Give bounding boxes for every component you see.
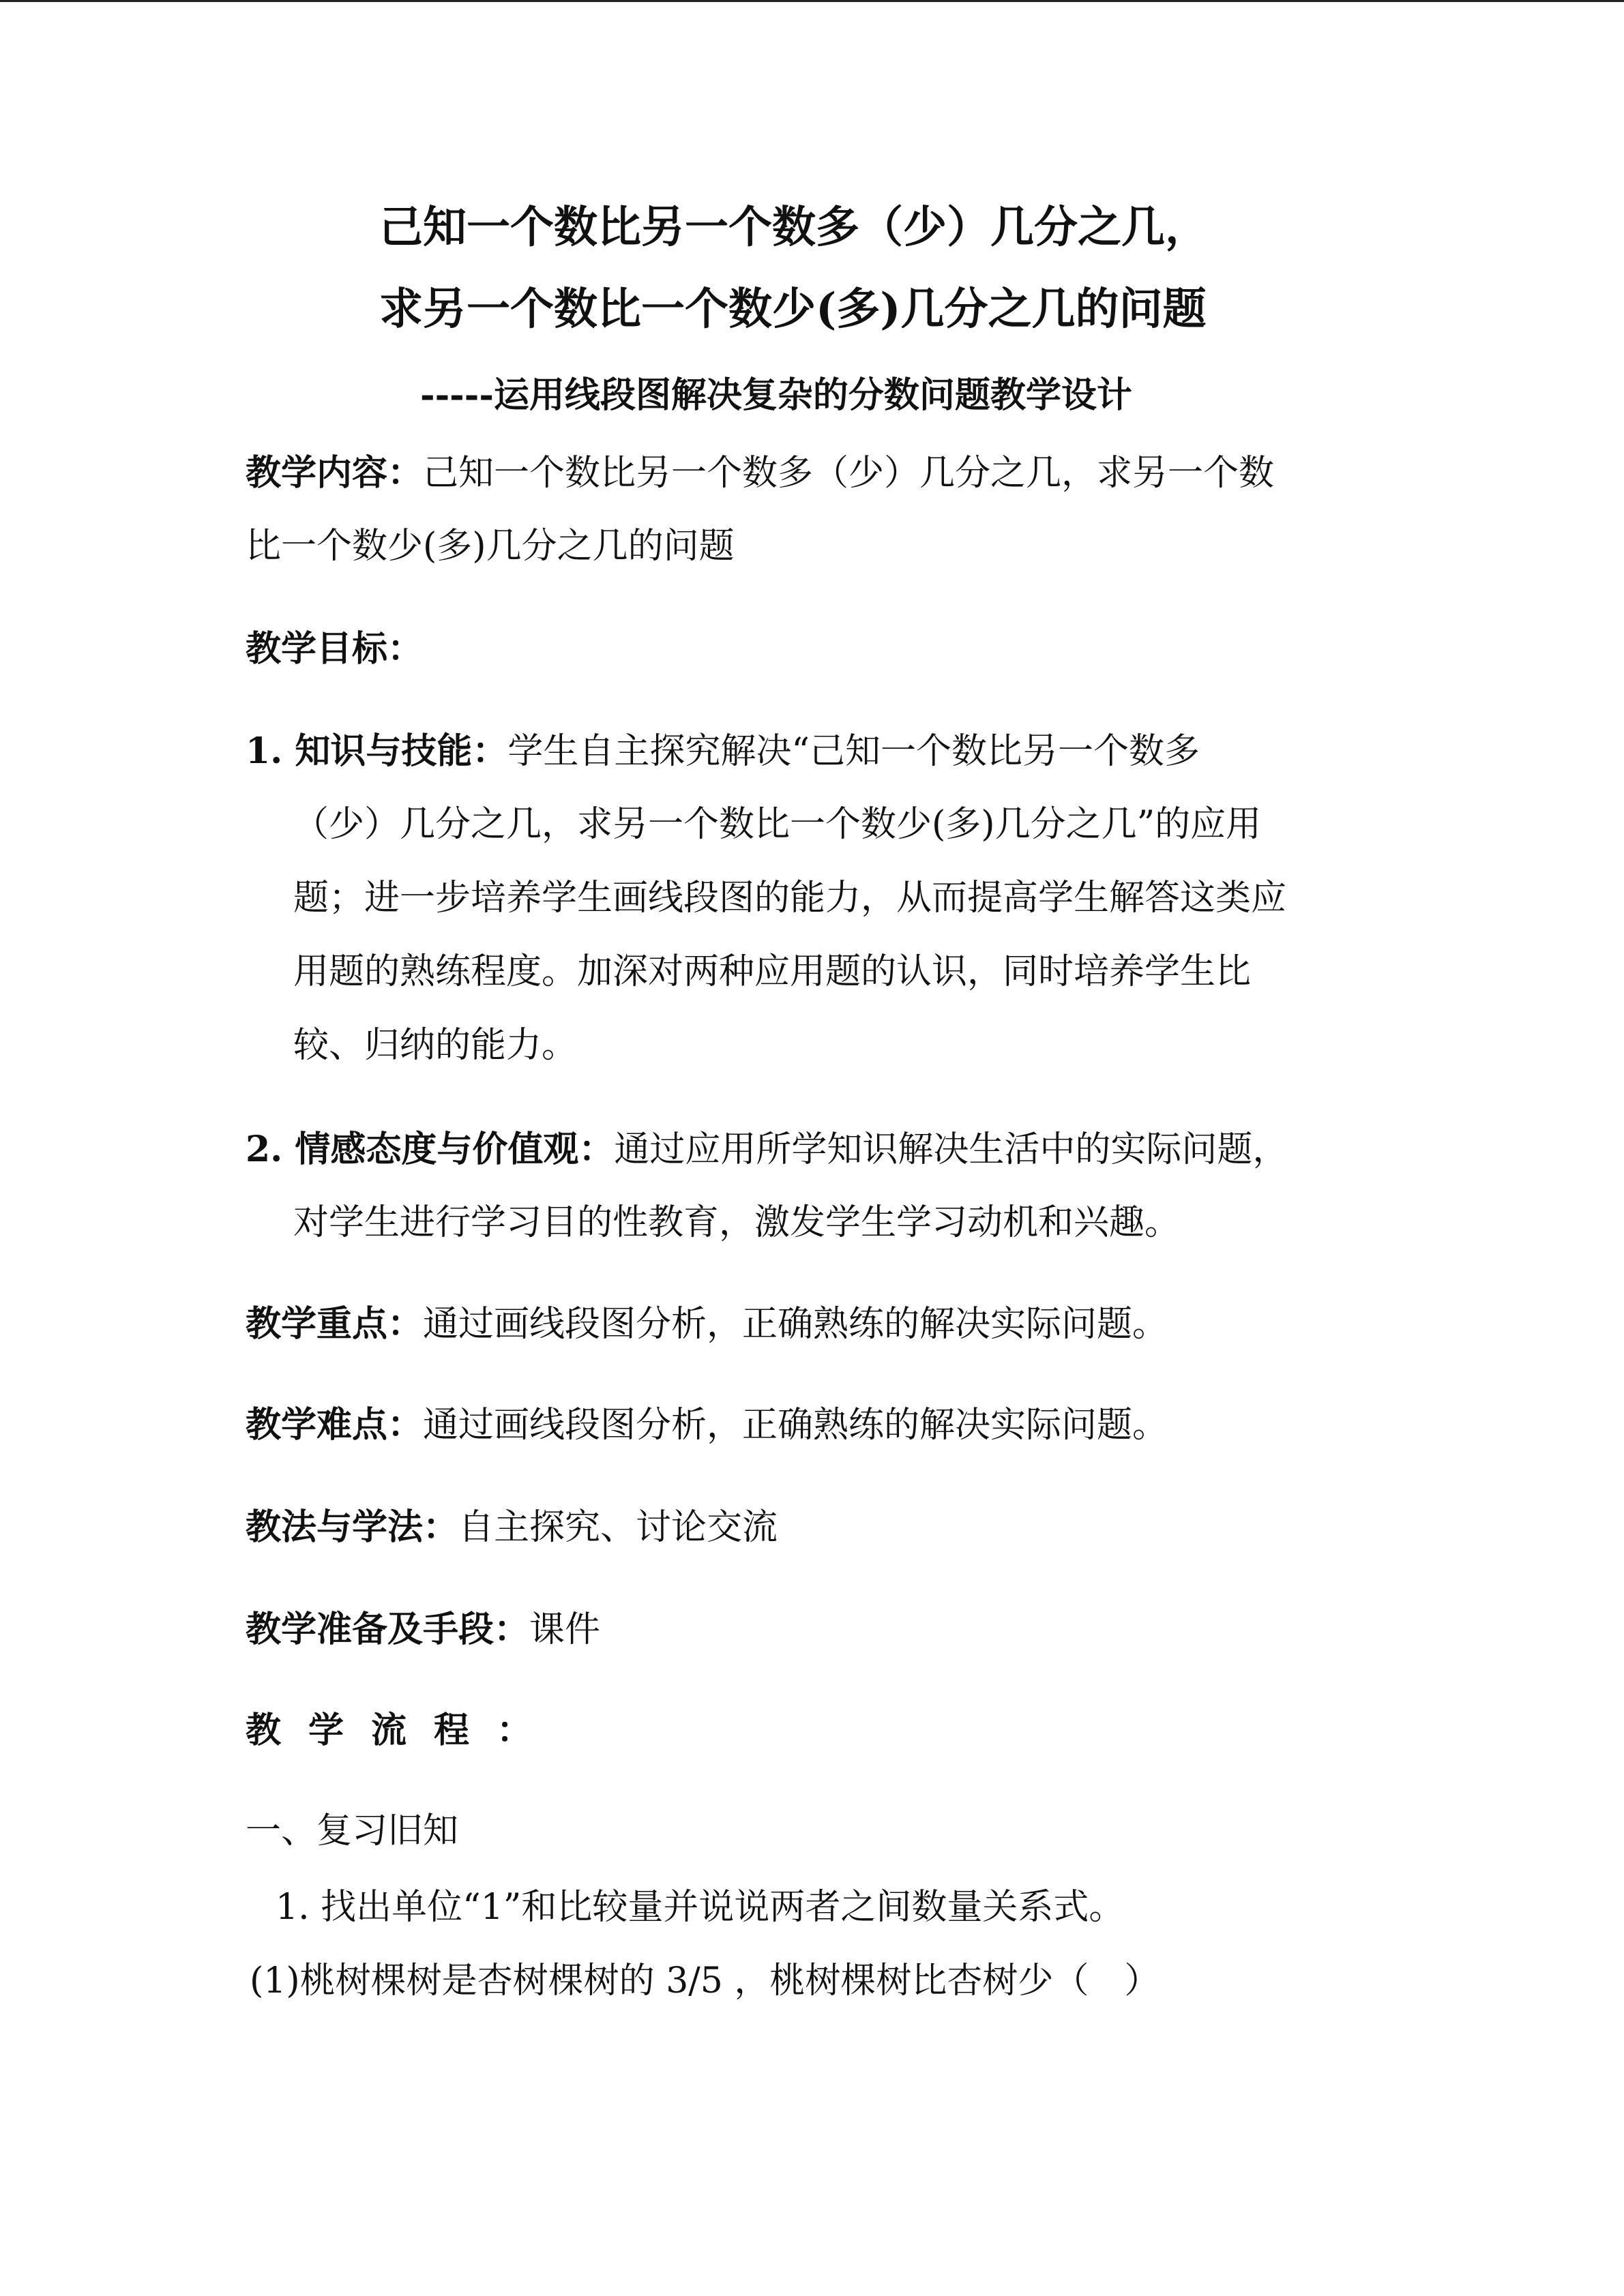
review-item-1: 1. 找出单位“1”和比较量并说说两者之间数量关系式。 — [276, 1887, 1125, 1928]
content-paragraph — [246, 450, 1274, 497]
key-point-text: 通过画线段图分析，正确熟练的解决实际问题。 — [423, 1304, 1168, 1345]
title-line-2: 求另一个数比一个数少(多)几分之几的问题 — [379, 284, 1207, 335]
objective-1-label: 1. 知识与技能： — [246, 730, 508, 772]
content-text-line-2: 比一个数少(多)几分之几的问题 — [246, 526, 735, 567]
key-point — [246, 1301, 1168, 1348]
content-label: 教学内容： — [246, 452, 424, 494]
objective-2 — [246, 1127, 1288, 1174]
difficulty — [246, 1402, 1168, 1449]
objective-1-line-2: （少）几分之几，求另一个数比一个数少(多)几分之几”的应用 — [293, 804, 1262, 845]
methods-text: 自主探究、讨论交流 — [458, 1507, 778, 1548]
preparation-text: 课件 — [529, 1609, 601, 1650]
objective-2-line-2: 对学生进行学习目的性教育，激发学生学习动机和兴趣。 — [293, 1202, 1181, 1243]
objective-1-line-5: 较、归纳的能力。 — [293, 1025, 578, 1066]
preparation — [246, 1607, 600, 1654]
objective-1 — [246, 728, 1200, 775]
objective-1-line-4: 用题的熟练程度。加深对两种应用题的认识，同时培养学生比 — [293, 951, 1252, 992]
preparation-label: 教学准备及手段： — [246, 1609, 530, 1650]
objective-1-line-1: 学生自主探究解决“己知一个数比另一个数多 — [507, 731, 1200, 772]
objective-1-line-3: 题；进一步培养学生画线段图的能力，从而提高学生解答这类应 — [293, 878, 1287, 919]
methods-label: 教法与学法： — [246, 1506, 459, 1548]
content-text: 己知一个数比另一个数多（少）几分之几，求另一个数 — [423, 453, 1275, 494]
key-point-label: 教学重点： — [246, 1303, 424, 1345]
methods — [246, 1504, 778, 1551]
process-heading: 教学流程： — [246, 1710, 560, 1751]
objective-2-label: 2. 情感态度与价值观： — [246, 1129, 615, 1170]
title-line-1: 己知一个数比另一个数多（少）几分之几， — [379, 202, 1209, 253]
difficulty-text: 通过画线段图分析，正确熟练的解决实际问题。 — [423, 1405, 1168, 1446]
review-question-1: (1)桃树棵树是杏树棵树的 3/5 ，桃树棵树比杏树少（ ） — [250, 1960, 1160, 2001]
section-review: 一、复习旧知 — [246, 1810, 459, 1851]
objective-2-line-1: 通过应用所学知识解决生活中的实际问题， — [614, 1129, 1288, 1170]
subtitle: -----运用线段图解决复杂的分数问题教学设计 — [420, 374, 1132, 416]
objectives-heading: 教学目标： — [246, 628, 424, 670]
difficulty-label: 教学难点： — [246, 1404, 424, 1446]
